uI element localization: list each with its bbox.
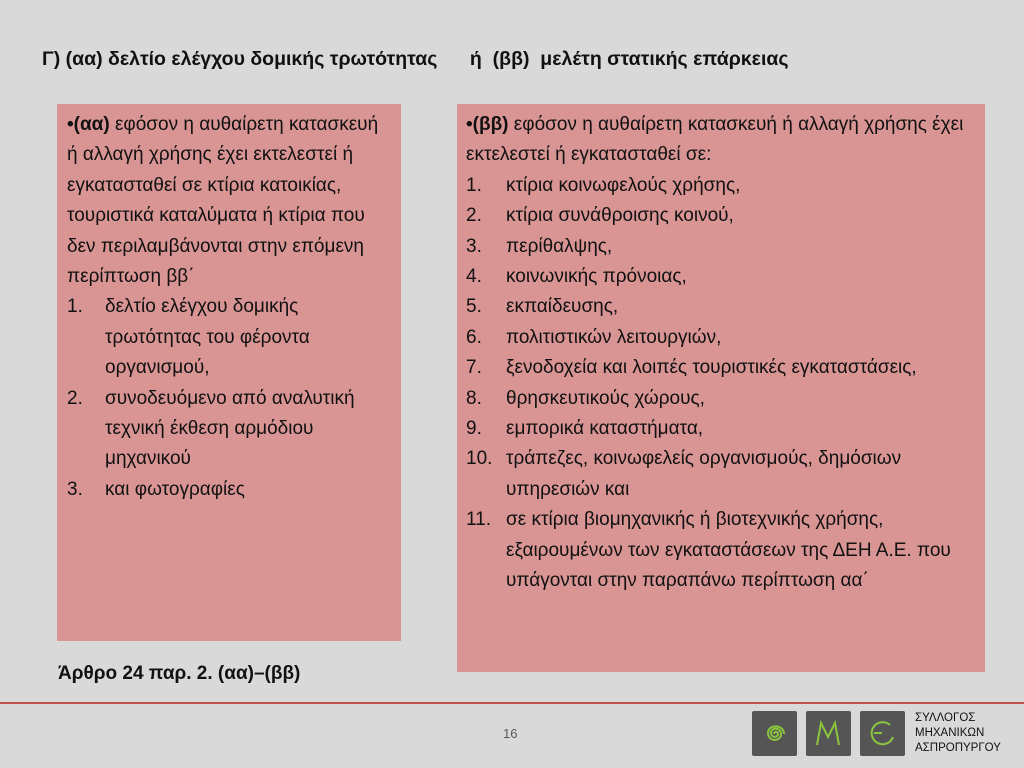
list-item-number: 11. xyxy=(466,509,492,531)
list-item-text: θρησκευτικούς χώρους, xyxy=(506,387,705,409)
list-item-number: 6. xyxy=(466,326,482,348)
left-box-intro-text: εφόσον η αυθαίρετη κατασκευή ή αλλαγή χρήσης έχει εκτελεστεί ή εγκατασταθεί σε κτίρια κατοικίας, τουριστικά καταλύματα ή κτίρια που δεν περιλαμβάνονται στην επόμενη περίπτωση ββ΄ xyxy=(67,114,379,288)
left-box-lead: •(αα) xyxy=(67,114,110,135)
list-item-text: δελτίο ελέγχου δομικής τρωτότητας του φέροντα οργανισμού, xyxy=(105,296,310,379)
list-item xyxy=(67,292,391,383)
list-item-number: 9. xyxy=(466,418,482,440)
list-item xyxy=(466,171,975,201)
list-item-text: ξενοδοχεία και λοιπές τουριστικές εγκαταστάσεις, xyxy=(506,357,917,379)
list-item-text: κτίρια κοινωφελούς χρήσης, xyxy=(506,174,741,196)
article-reference: Άρθρο 24 παρ. 2. (αα)–(ββ) xyxy=(58,663,301,684)
list-item-text: κοινωνικής πρόνοιας, xyxy=(506,266,687,288)
list-item-number: 4. xyxy=(466,266,482,288)
list-item-text: σε κτίρια βιομηχανικής ή βιοτεχνικής χρήσης, εξαιρουμένων των εγκαταστάσεων της ΔΕΗ Α.Ε. που υπάγονται στην παραπάνω περίπτωση αα΄ xyxy=(506,509,951,592)
list-item xyxy=(466,323,975,353)
association-name-line: ΑΣΠΡΟΠΥΡΓΟΥ xyxy=(915,742,1001,754)
list-item-number: 3. xyxy=(67,478,83,500)
left-box-intro xyxy=(67,110,391,292)
list-item-number: 3. xyxy=(466,235,482,257)
list-item-number: 10. xyxy=(466,448,493,470)
list-item-number: 7. xyxy=(466,357,482,379)
spiral-icon xyxy=(752,711,797,756)
list-item-text: περίθαλψης, xyxy=(506,235,613,257)
list-item-number: 8. xyxy=(466,387,482,409)
footer-divider xyxy=(0,702,1024,704)
list-item xyxy=(466,201,975,231)
circle-arrow-icon xyxy=(860,711,905,756)
left-box-list xyxy=(67,292,391,505)
list-item-text: τράπεζες, κοινωφελείς οργανισμούς, δημόσιων υπηρεσιών και xyxy=(506,448,902,500)
list-item xyxy=(466,353,975,383)
association-name xyxy=(915,711,1001,756)
list-item-number: 2. xyxy=(67,387,83,409)
list-item-text: συνοδευόμενο από αναλυτική τεχνική έκθεση αρμόδιου μηχανικού xyxy=(105,387,355,470)
association-name-line: ΜΗΧΑΝΙΚΩΝ xyxy=(915,727,985,739)
right-box-lead: •(ββ) xyxy=(466,114,509,135)
list-item xyxy=(466,505,975,596)
list-item-text: κτίρια συνάθροισης κοινού, xyxy=(506,205,734,227)
list-item xyxy=(67,384,391,475)
slide-title: Γ) (αα) δελτίο ελέγχου δομικής τρωτότητας ή (ββ) μελέτη στατικής επάρκειας xyxy=(42,48,789,70)
list-item-number: 5. xyxy=(466,296,482,318)
left-box-aa xyxy=(57,104,401,641)
right-box-intro xyxy=(466,110,975,171)
right-box-intro-text: εφόσον η αυθαίρετη κατασκευή ή αλλαγή χρήσης έχει εκτελεστεί ή εγκατασταθεί σε: xyxy=(466,114,964,166)
list-item xyxy=(466,414,975,444)
page-number: 16 xyxy=(503,726,518,741)
list-item xyxy=(466,292,975,322)
list-item xyxy=(466,444,975,505)
list-item-number: 1. xyxy=(67,296,83,318)
right-box-list xyxy=(466,171,975,597)
list-item xyxy=(466,384,975,414)
list-item xyxy=(466,232,975,262)
list-item-number: 1. xyxy=(466,174,482,196)
list-item xyxy=(67,475,391,505)
list-item xyxy=(466,262,975,292)
list-item-text: και φωτογραφίες xyxy=(105,478,245,500)
association-name-line: ΣΥΛΛΟΓΟΣ xyxy=(915,712,976,724)
list-item-text: πολιτιστικών λειτουργιών, xyxy=(506,326,722,348)
list-item-text: εμπορικά καταστήματα, xyxy=(506,418,704,440)
m-letter-icon xyxy=(806,711,851,756)
right-box-bb xyxy=(457,104,985,672)
list-item-text: εκπαίδευσης, xyxy=(506,296,619,318)
list-item-number: 2. xyxy=(466,205,482,227)
